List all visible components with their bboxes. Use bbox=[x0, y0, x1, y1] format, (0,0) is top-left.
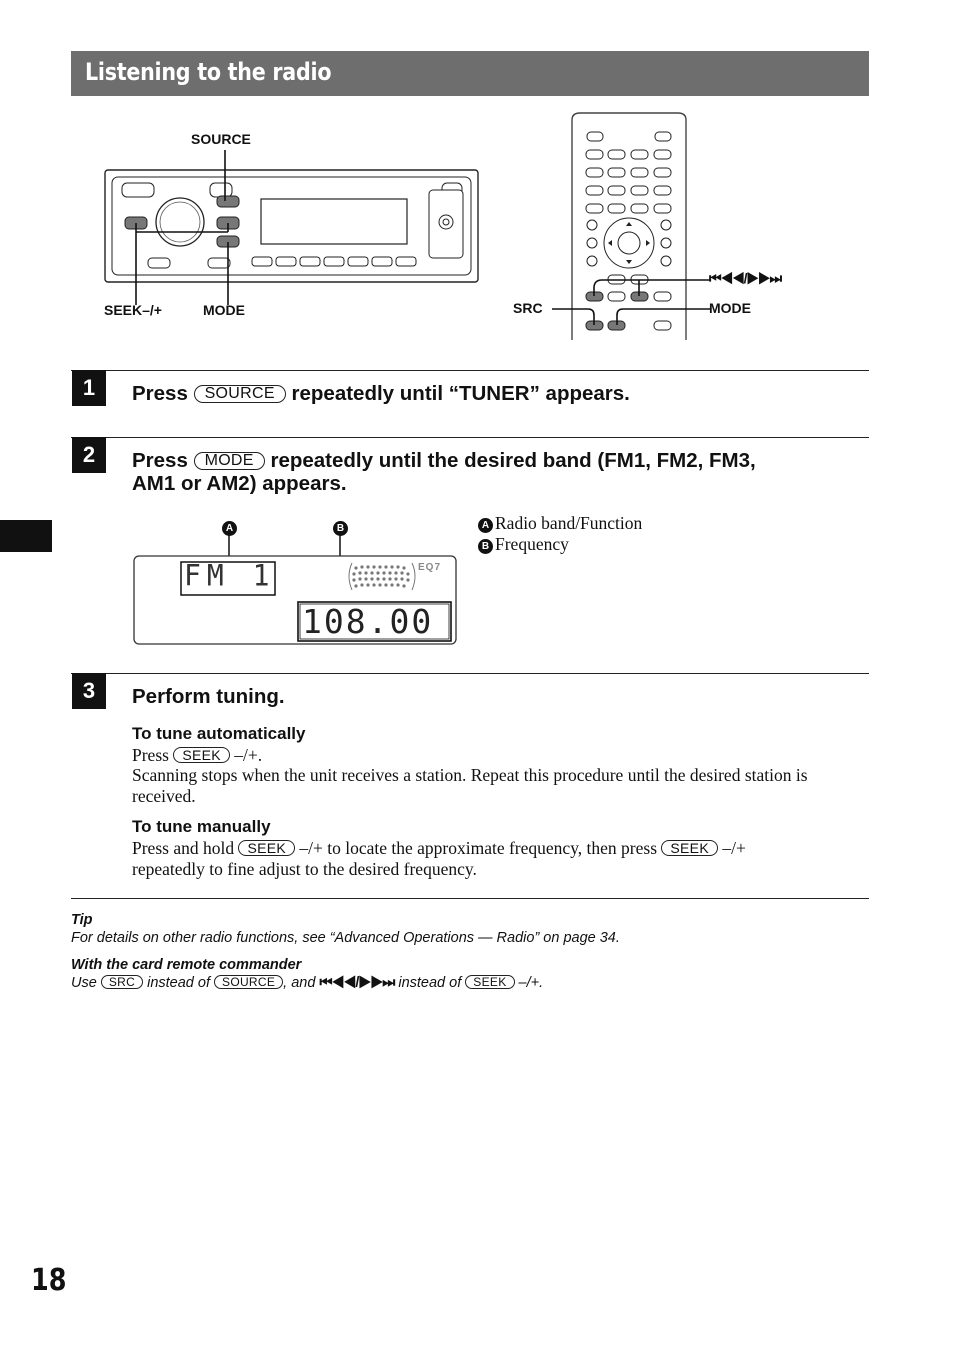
manual-mid: –/+ to locate the approximate frequency, then press bbox=[299, 838, 658, 858]
frequency-readout: 108.00 bbox=[302, 602, 434, 641]
step-1-text bbox=[132, 382, 630, 405]
note-tail: –/+. bbox=[518, 975, 544, 991]
source-button-note: SOURCE bbox=[214, 975, 283, 989]
manual-tune-heading: To tune manually bbox=[132, 817, 271, 836]
src-label: SRC bbox=[513, 300, 543, 316]
auto-tune-heading: To tune automatically bbox=[132, 724, 306, 743]
remote-note-text bbox=[71, 975, 543, 991]
seek-button-press: SEEK bbox=[661, 840, 718, 856]
src-button: SRC bbox=[101, 975, 143, 989]
step-3-number: 3 bbox=[72, 673, 106, 709]
manual-pre: Press and hold bbox=[132, 838, 235, 858]
section-title-bar bbox=[71, 51, 869, 96]
callout-b bbox=[478, 534, 569, 555]
remote-mode-label: MODE bbox=[709, 300, 751, 316]
step-2-rule bbox=[71, 437, 869, 438]
side-tab-marker bbox=[0, 520, 52, 552]
note-instead-2: instead of bbox=[398, 975, 462, 991]
auto-tune-suffix: –/+. bbox=[234, 745, 263, 765]
step-2-text bbox=[132, 449, 862, 495]
skip-label: ⏮◀◀/▶▶⏭ bbox=[709, 270, 782, 286]
seek-button: SEEK bbox=[173, 747, 230, 763]
section-title: Listening to the radio bbox=[85, 58, 332, 86]
mode-label: MODE bbox=[203, 302, 245, 318]
page-number: 18 bbox=[31, 1263, 67, 1298]
marker-a: A bbox=[222, 519, 239, 537]
auto-tune-instruction bbox=[132, 745, 262, 766]
note-and: , and bbox=[283, 975, 316, 991]
seek-button-note: SEEK bbox=[465, 975, 514, 989]
manual-post: –/+ bbox=[722, 838, 746, 858]
auto-tune-press: Press bbox=[132, 745, 169, 765]
note-use: Use bbox=[71, 975, 97, 991]
callout-a bbox=[478, 513, 642, 534]
step-1-pre: Press bbox=[132, 382, 188, 405]
eq-readout: EQ7 bbox=[418, 562, 442, 573]
remote-note-heading: With the card remote commander bbox=[71, 957, 302, 973]
step-3-text: Perform tuning. bbox=[132, 685, 285, 708]
source-label: SOURCE bbox=[191, 131, 251, 147]
mode-button: MODE bbox=[194, 452, 265, 470]
step-1-number: 1 bbox=[72, 370, 106, 406]
step-2-line2: AM1 or AM2) appears. bbox=[132, 472, 347, 495]
manual-tune-body bbox=[132, 838, 872, 880]
step-3-rule bbox=[71, 673, 869, 674]
manual-line2: repeatedly to fine adjust to the desired frequency. bbox=[132, 859, 477, 879]
remote-illustration bbox=[540, 110, 710, 342]
car-unit-illustration bbox=[100, 150, 485, 310]
callout-a-text: Radio band/Function bbox=[495, 513, 643, 533]
auto-tune-body: Scanning stops when the unit receives a station. Repeat this procedure until the desired station is received. bbox=[132, 765, 808, 806]
callout-a-marker: A bbox=[478, 518, 493, 533]
skip-icons: ⏮◀◀/▶▶⏭ bbox=[319, 975, 395, 991]
tip-text: For details on other radio functions, see “Advanced Operations — Radio” on page 34. bbox=[71, 930, 620, 946]
seek-button-hold: SEEK bbox=[238, 840, 295, 856]
callout-b-marker: B bbox=[478, 539, 493, 554]
tip-rule bbox=[71, 898, 869, 899]
note-instead-1: instead of bbox=[147, 975, 210, 991]
step-2-post: repeatedly until the desired band (FM1, FM2, FM3, bbox=[270, 449, 756, 472]
step-2-number: 2 bbox=[72, 437, 106, 473]
step-1-post: repeatedly until “TUNER” appears. bbox=[291, 382, 630, 405]
seek-label: SEEK–/+ bbox=[104, 302, 162, 318]
callout-b-text: Frequency bbox=[495, 534, 569, 554]
step-2-pre: Press bbox=[132, 449, 188, 472]
marker-b: B bbox=[333, 519, 350, 537]
step-1-rule bbox=[71, 370, 869, 371]
tip-label: Tip bbox=[71, 912, 93, 928]
source-button: SOURCE bbox=[194, 385, 286, 403]
band-readout: FM 1 bbox=[184, 558, 276, 593]
